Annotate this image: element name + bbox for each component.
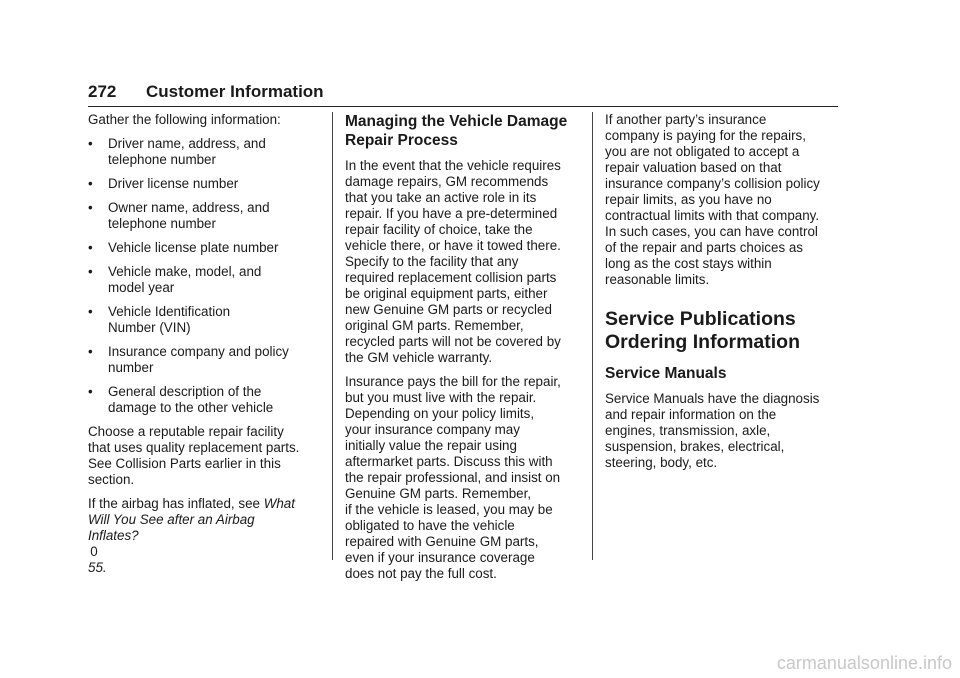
list-item — [88, 136, 316, 168]
page-reference-number[interactable]: 55. — [88, 560, 107, 575]
list-item-text: Driver license number — [108, 176, 239, 191]
page-header — [88, 82, 838, 107]
page-number: 272 — [88, 82, 117, 101]
list-item-text: Driver name, address, and — [108, 136, 266, 151]
vehicle-damage-heading: Managing the Vehicle Damage Repair Process — [345, 113, 568, 149]
list-item — [88, 176, 316, 192]
bullet-icon: • — [88, 304, 93, 319]
page-reference-icon: 0 — [90, 544, 98, 559]
list-item-text: Owner name, address, and — [108, 200, 270, 215]
column-1 — [88, 112, 316, 576]
bullet-icon: • — [88, 176, 93, 191]
airbag-paragraph — [88, 496, 316, 576]
list-item-text: Number (VIN) — [108, 320, 191, 335]
list-item — [88, 344, 316, 376]
list-item-text: Vehicle license plate number — [108, 240, 279, 255]
bullet-icon: • — [88, 200, 93, 215]
list-item — [88, 384, 316, 416]
list-item — [88, 200, 316, 232]
intro-text: Gather the following information: — [88, 112, 281, 127]
list-item-text: Insurance company and policy — [108, 344, 289, 359]
list-item-text: model year — [108, 280, 175, 295]
list-item — [88, 240, 316, 256]
list-item-text: Vehicle Identification — [108, 304, 231, 319]
column-divider-right — [592, 112, 593, 560]
airbag-text: If the airbag has inflated, see — [88, 496, 264, 511]
bullet-icon: • — [88, 264, 93, 279]
active-role-paragraph: In the event that the vehicle requires damage repairs, GM recommends that you take an active role in its repair. If you have a pre-determined repair facility of choice, take the vehicle there, or have it towed there. Specify to the facility that any required replacement collision parts be original equipment parts, either new Genuine GM parts or recycled original GM parts. Remember, recycled parts will not be covered by the GM vehicle warranty. — [345, 158, 561, 365]
section-title: Customer Information — [146, 82, 324, 101]
service-publications-heading: Service Publications Ordering Information — [605, 308, 800, 353]
list-item-text: damage to the other vehicle — [108, 400, 274, 415]
column-2 — [345, 112, 581, 582]
column-divider-left — [332, 112, 333, 560]
repair-facility-paragraph: Choose a reputable repair facility that uses quality replacement parts. See Collision Parts earlier in this section. — [88, 424, 300, 487]
list-item-text: General description of the — [108, 384, 262, 399]
airbag-cross-reference-link[interactable]: What — [263, 496, 295, 511]
airbag-cross-reference-link[interactable]: Will You See after an Airbag — [88, 512, 255, 527]
list-item-text: Vehicle make, model, and — [108, 264, 262, 279]
other-party-paragraph: If another party’s insurance company is paying for the repairs, you are not obligated to accept a repair valuation based on that insurance company’s collision policy repair limits, as you have no contractual limits with that company. In such cases, you can have control of the repair and parts choices as long as the cost stays within reasonable limits. — [605, 112, 820, 287]
list-item-text: telephone number — [108, 216, 216, 231]
bullet-icon: • — [88, 240, 93, 255]
list-item — [88, 264, 316, 296]
airbag-cross-reference-link[interactable]: Inflates? — [88, 528, 139, 543]
service-manuals-heading: Service Manuals — [605, 365, 727, 382]
bullet-icon: • — [88, 136, 93, 151]
watermark: carmanualsonline.info — [776, 653, 952, 673]
list-item-text: number — [108, 360, 154, 375]
column-3 — [605, 112, 841, 471]
list-item-text: telephone number — [108, 152, 216, 167]
insurance-paragraph: Insurance pays the bill for the repair, but you must live with the repair. Depending on your policy limits, your insurance company may initially value the repair using aftermarket parts. Discuss this with the repair professional, and insist on Genuine GM parts. Remember, if the vehicle is leased, you may be obligated to have the vehicle repaired with Genuine GM parts, even if your insurance coverage does not pay the full cost. — [345, 374, 561, 581]
bullet-icon: • — [88, 384, 93, 399]
service-manuals-paragraph: Service Manuals have the diagnosis and repair information on the engines, transmission, axle, suspension, brakes, electrical, steering, body, etc. — [605, 391, 820, 470]
bullet-icon: • — [88, 344, 93, 359]
list-item — [88, 304, 316, 336]
